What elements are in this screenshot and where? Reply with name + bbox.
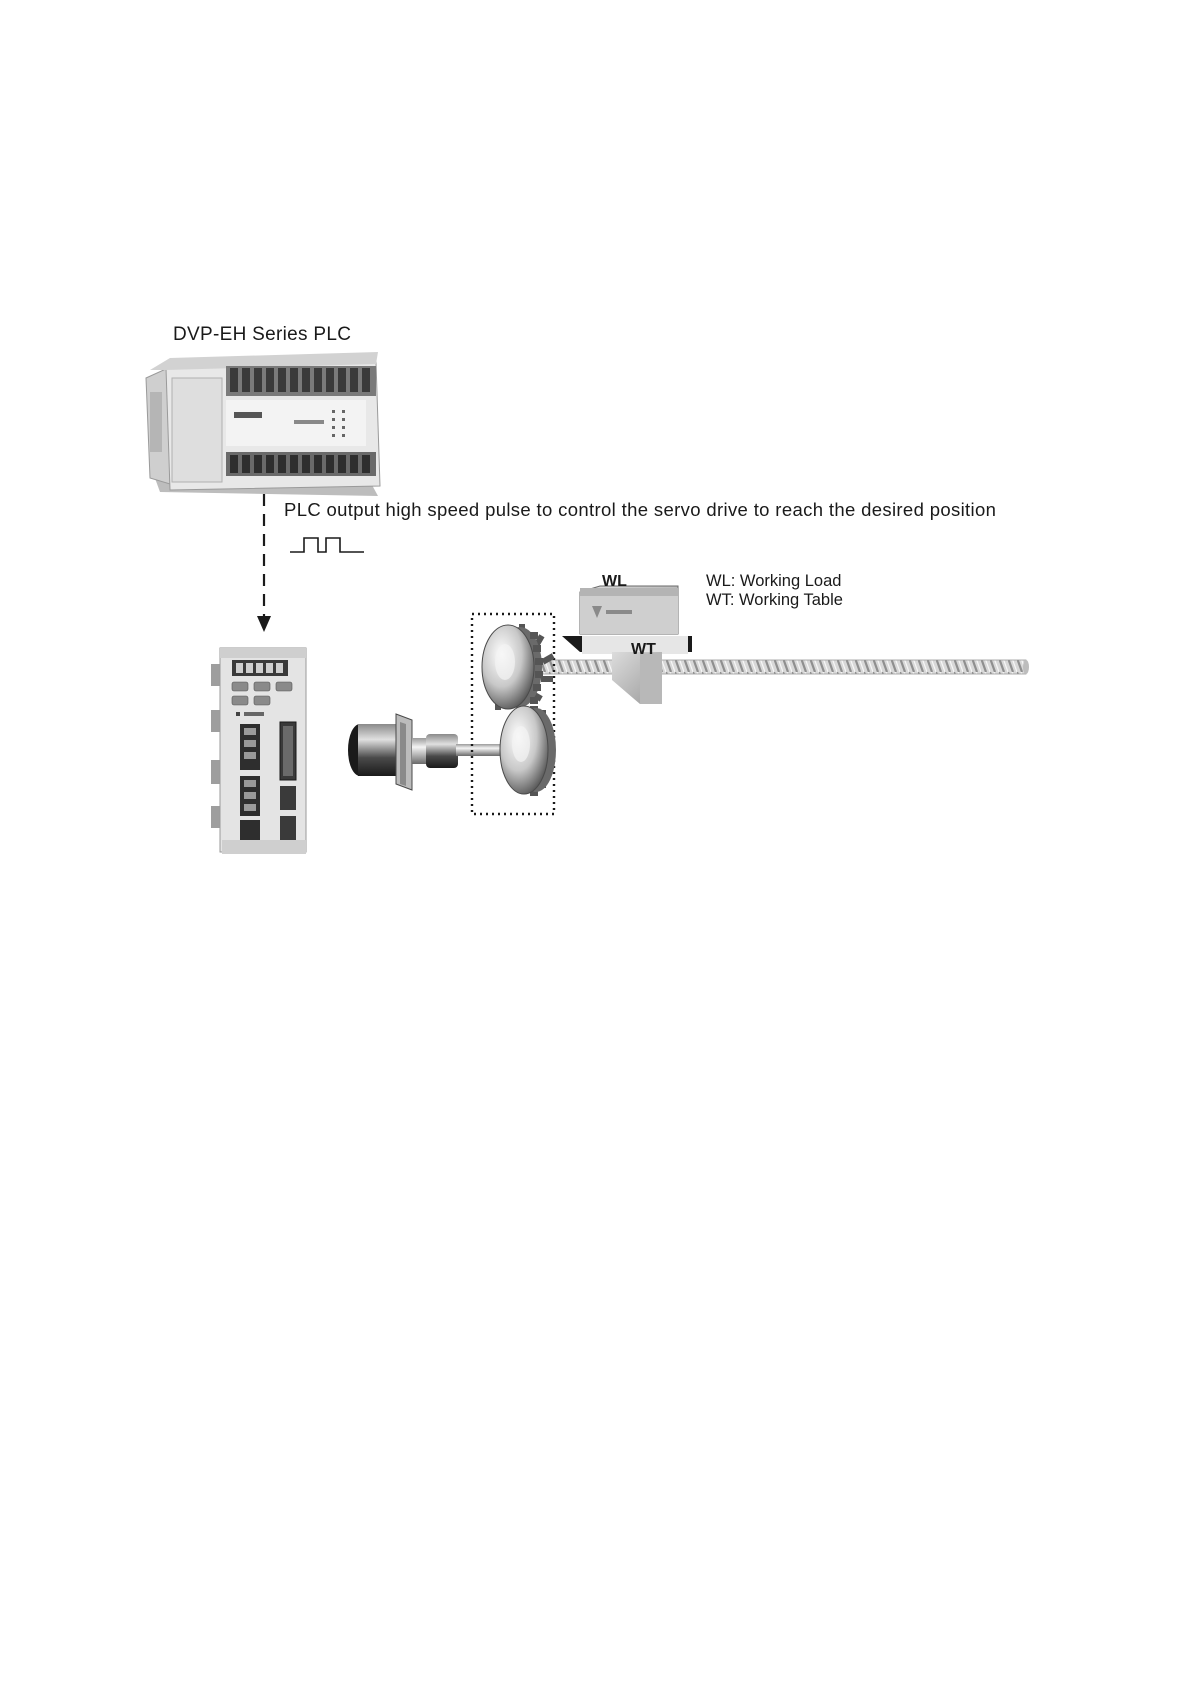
- working-table-label: WT: [631, 641, 656, 658]
- legend-working-table: WT: Working Table: [706, 591, 843, 609]
- working-load: [580, 586, 678, 634]
- working-load-label: WL: [602, 573, 627, 590]
- servo-drive: [211, 648, 306, 854]
- ball-screw: [520, 660, 1029, 674]
- lower-gear: [500, 706, 556, 796]
- pulse-caption: PLC output high speed pulse to control the servo drive to reach the desired position: [284, 499, 997, 520]
- signal-arrow: [257, 494, 271, 632]
- plc-title: DVP-EH Series PLC: [173, 324, 352, 345]
- pulse-waveform: [290, 538, 364, 552]
- servo-motor: [348, 714, 516, 790]
- legend-working-load: WL: Working Load: [706, 572, 842, 590]
- gear-set: [472, 614, 556, 814]
- plc-unit: [146, 352, 380, 496]
